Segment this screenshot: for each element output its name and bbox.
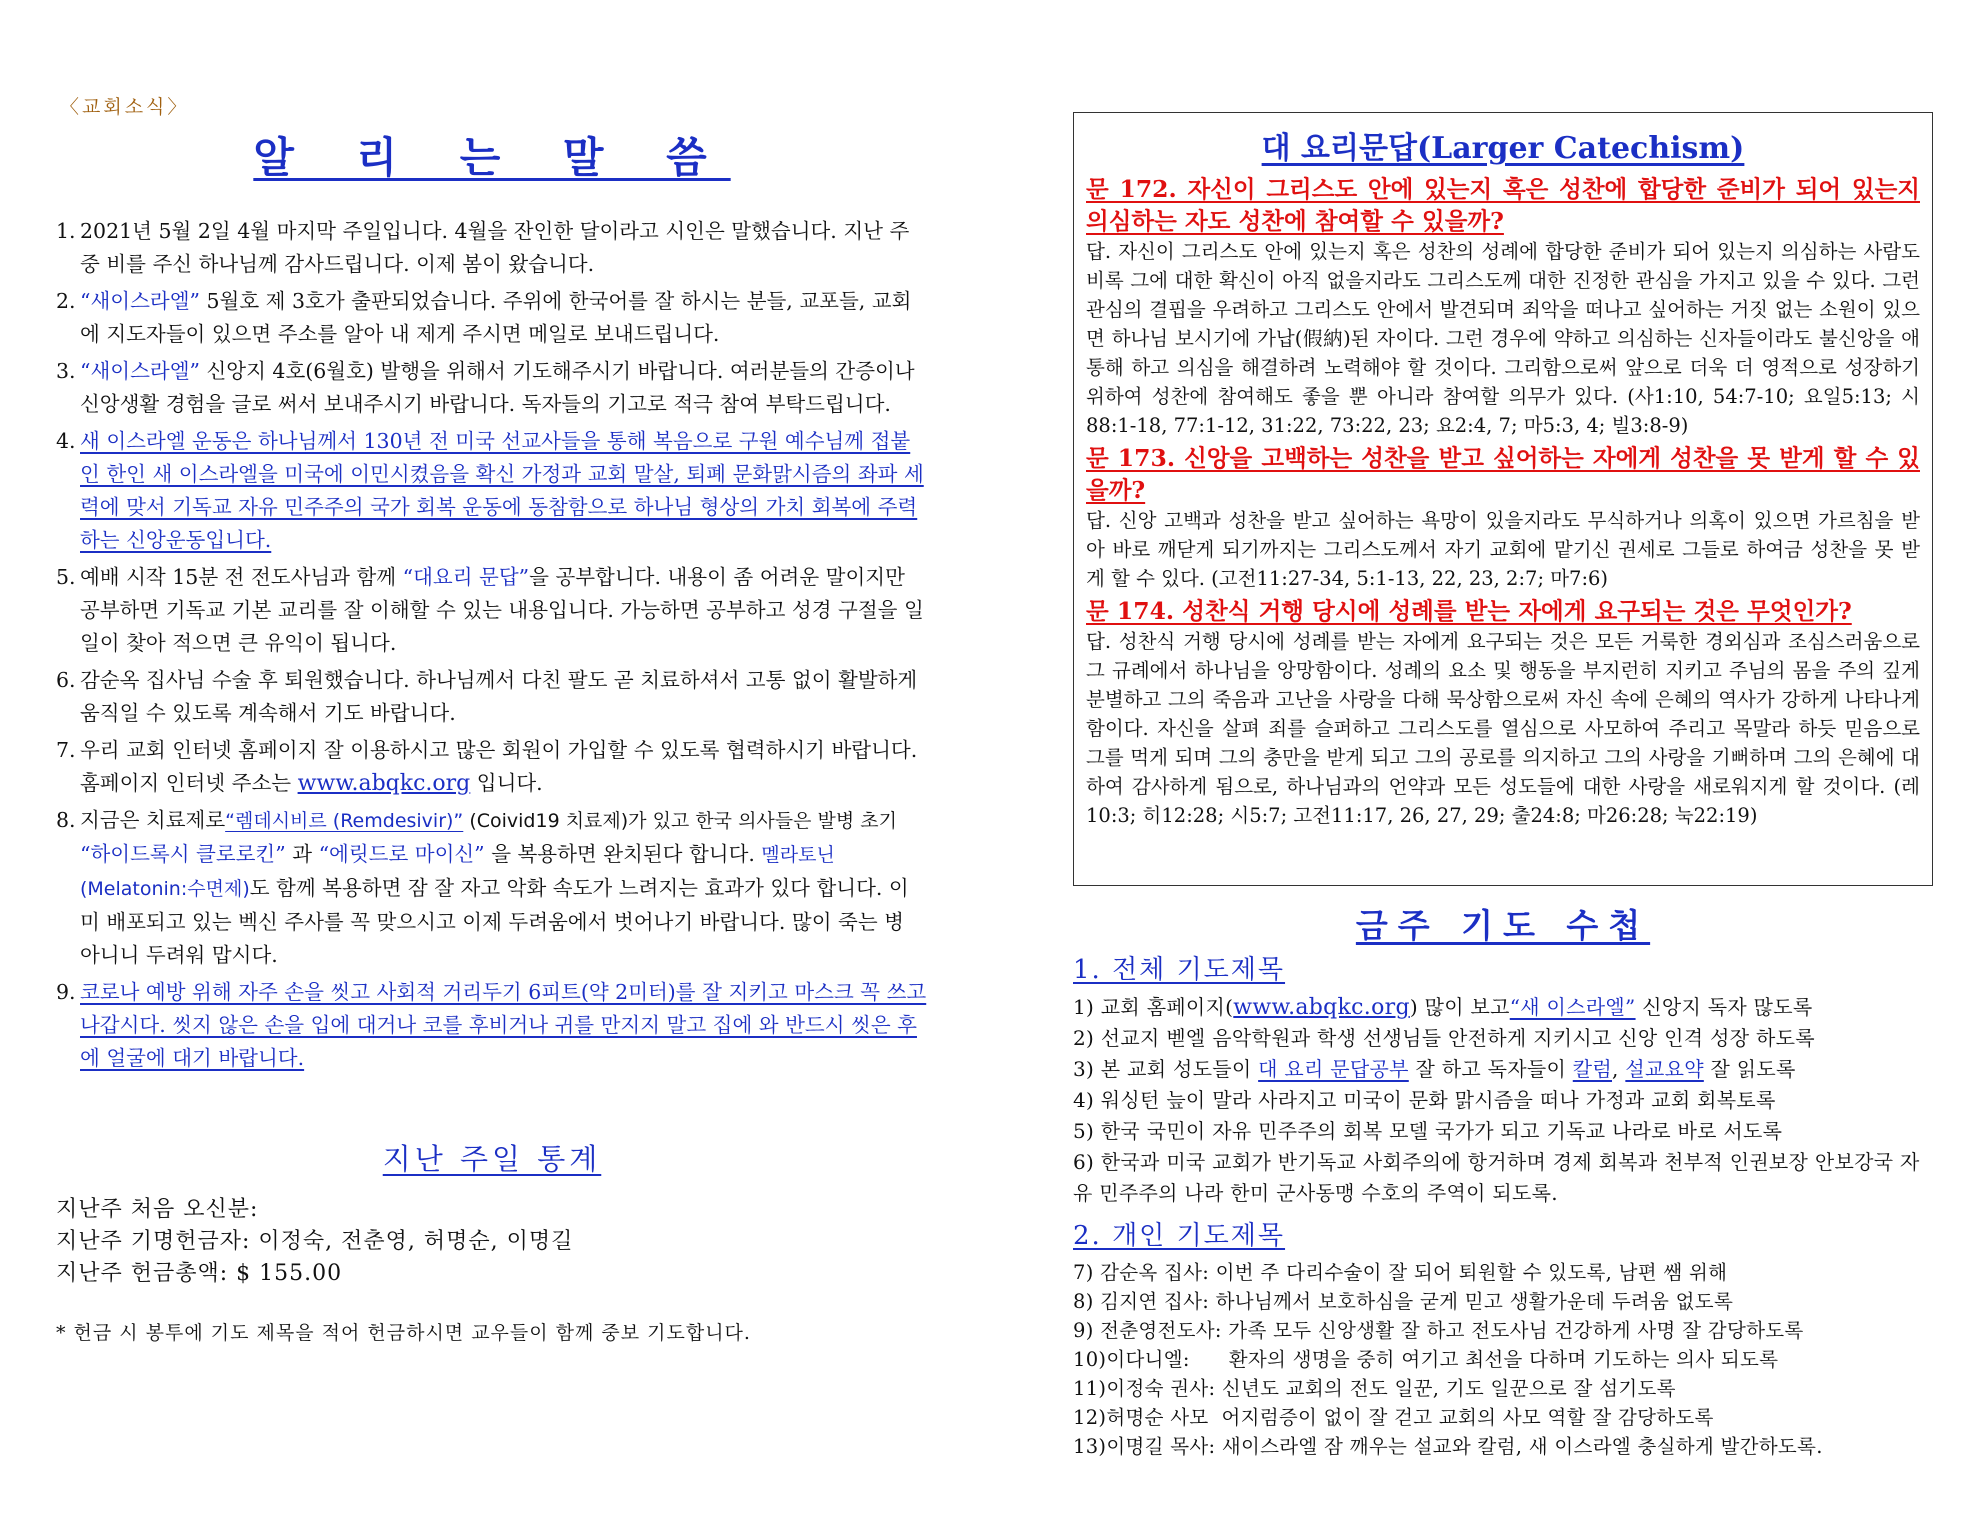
prayer-item: 8) 김지연 집사: 하나님께서 보호하심을 굳게 믿고 생활가운데 두려움 없도록 <box>1073 1290 1734 1313</box>
announcement-item: 7. 우리 교회 인터넷 홈페이지 잘 이용하시고 많은 회원이 가입할 수 있도록 협력하시기 바랍니다. 홈페이지 인터넷 주소는 www.abqkc.org 입니다. <box>56 738 918 796</box>
magazine-name: “새이스라엘” <box>80 359 200 383</box>
prayer-section-general: 1. 전체 기도제목 <box>1073 955 1286 985</box>
stats-title: 지난 주일 통계 <box>382 1142 602 1176</box>
offering-note: * 헌금 시 봉투에 기도 제목을 적어 헌금하시면 교우들이 함께 중보 기도합니다. <box>56 1322 751 1344</box>
announcement-item: 4. 새 이스라엘 운동은 하나님께서 130년 전 미국 선교사들을 통해 복음으로 구원 예수님께 접붙인 한인 새 이스라엘을 미국에 이민시켰음을 확신 가정과 교회 말살, 퇴폐 문화맑시즘의 좌파 세력에 맞서 기독교 자유 민주주의 국가 회복 운동에 동참함으로 하나님 형상의 가치 회복에 주력하는 신앙운동입니다. <box>56 429 924 552</box>
section-tag: 〈교회소식〉 <box>60 96 190 118</box>
catechism-title: 대 요리문답(Larger Catechism) <box>1261 131 1745 166</box>
prayer-item: 6) 한국과 미국 교회가 반기독교 사회주의에 항거하며 경제 회복과 천부적 인권보장 안보강국 자유 민주주의 나라 한미 군사동맹 수호의 주역이 되도록. <box>1073 1150 1920 1205</box>
page-title: 알 리 는 말 씀 <box>253 133 731 182</box>
announcement-item: 9. 코로나 예방 위해 자주 손을 씻고 사회적 거리두기 6피트(약 2미터)를 잘 지키고 마스크 꼭 쓰고 나갑시다. 씻지 않은 손을 입에 대거나 코를 후비거나 귀를 만지지 말고 집에 와 반드시 씻은 후에 얼굴에 대기 바랍니다. <box>56 980 927 1070</box>
catechism-answer: 답. 자신이 그리스도 안에 있는지 혹은 성찬의 성례에 합당한 준비가 되어 있는지 의심하는 사람도 비록 그에 대한 확신이 아직 없을지라도 그리스도께 대한 진정한 관심을 가지고 있을 수 있다. 그런 관심의 결핍을 우려하고 그리스도 안에서 발견되며 죄악을 떠나고 싶어하는 거짓 없는 소원이 있으면 하나님 보시기에 가납(假納)된 자이다. 그런 경우에 약하고 의심하는 신자들이라도 불신앙을 애통해 하고 의심을 해결하려 노력해야 할 것이다. 그리함으로써 앞으로 더욱 더 영적으로 성장하기 위하여 성찬에 참여해도 좋을 뿐 아니라 참여할 의무가 있다. (사1:10, 54:7-10; 요일5:13; 시88:1-18, 77:1-12, 31:22, 73:22, 23; 요2:4, 7; 마5:3, 4; 빌3:8-9) <box>1086 240 1920 437</box>
prayer-item: 2) 선교지 벧엘 음악학원과 학생 선생님들 안전하게 지키시고 신앙 인격 성장 하도록 <box>1073 1026 1815 1050</box>
catechism-question: 문 172. 자신이 그리스도 안에 있는지 혹은 성찬에 합당한 준비가 되어 있는지 의심하는 자도 성찬에 참여할 수 있을까? <box>1086 175 1920 235</box>
catechism-question: 문 173. 신앙을 고백하는 성찬을 받고 싶어하는 자에게 성찬을 못 받게 할 수 있을까? <box>1086 444 1920 504</box>
prayer-item: 12)허명순 사모 어지럼증이 없이 잘 걷고 교회의 사모 역할 잘 감당하도록 <box>1073 1406 1714 1429</box>
announcement-item: 6. 감순옥 집사님 수술 후 퇴원했습니다. 하나님께서 다친 팔도 곧 치료하셔서 고통 없이 활발하게 움직일 수 있도록 계속해서 기도 바랍니다. <box>56 668 918 725</box>
right-column <box>1073 112 1933 1461</box>
announcement-item: 2. “새이스라엘” 5월호 제 3호가 출판되었습니다. 주위에 한국어를 잘 하시는 분들, 교포들, 교회에 지도자들이 있으면 주소를 알아 내 제게 주시면 메일로 보내드립니다. <box>56 289 912 346</box>
announcement-item: 5. 예배 시작 15분 전 전도사님과 함께 “대요리 문답”을 공부합니다. 내용이 좀 어려운 말이지만 공부하면 기독교 기본 교리를 잘 이해할 수 있는 내용입니다. 가능하면 공부하고 성경 구절을 일일이 찾아 적으면 큰 유익이 됩니다. <box>56 565 924 655</box>
announcement-item: 8. 지금은 치료제로“렘데시비르 (Remdesivir)” (Coivid19 치료제)가 있고 한국 의사들은 발병 초기 “하이드록시 클로로킨” 과 “에릿드로 마이신” 을 복용하면 완치된다 합니다. 멜라토닌(Melatonin:수면제)도 함께 복용하면 잠 잘 자고 악화 속도가 느려지는 효과가 있다 합니다. 이미 배포되고 있는 벡신 주사를 꼭 맞으시고 이제 두려움에서 벗어나기 바랍니다. 많이 죽는 병 아니니 두려워 맙시다. <box>56 808 909 967</box>
prayer-section-personal: 2. 개인 기도제목 <box>1073 1221 1286 1251</box>
catechism-box <box>1073 112 1933 886</box>
catechism-question: 문 174. 성찬식 거행 당시에 성례를 받는 자에게 요구되는 것은 무엇인가? <box>1086 597 1852 625</box>
prayer-item: 1) 교회 홈페이지(www.abqkc.org) 많이 보고“새 이스라엘” 신앙지 독자 많도록 <box>1073 995 1813 1020</box>
homepage-link[interactable]: www.abqkc.org <box>1233 995 1410 1020</box>
catechism-answer: 답. 신앙 고백과 성찬을 받고 싶어하는 욕망이 있을지라도 무식하거나 의혹이 있으면 가르침을 받아 바로 깨닫게 되기까지는 그리스도께서 자기 교회에 맡기신 권세로 그들로 하여금 성찬을 못 받게 할 수 있다. (고전11:27-34, 5:1-13, 22, 23, 2:7; 마7:6) <box>1086 509 1920 590</box>
stats-offering-total: 지난주 헌금총액: $ 155.00 <box>56 1261 343 1286</box>
prayer-item: 5) 한국 국민이 자유 민주주의 회복 모델 국가가 되고 기독교 나라로 바로 서도록 <box>1073 1119 1783 1143</box>
magazine-name: “새이스라엘” <box>80 289 200 313</box>
announcement-item: 1. 2021년 5월 2일 4월 마지막 주일입니다. 4월을 잔인한 달이라고 시인은 말했습니다. 지난 주중 비를 주신 하나님께 감사드립니다. 이제 봄이 왔습니다. <box>56 219 910 276</box>
prayer-item: 9) 전춘영전도사: 가족 모두 신앙생활 잘 하고 전도사님 건강하게 사명 잘 감당하도록 <box>1073 1319 1804 1342</box>
stats-named-donors: 지난주 기명헌금자: 이정숙, 전춘영, 허명순, 이명길 <box>56 1229 574 1254</box>
prayer-item: 13)이명길 목사: 새이스라엘 잠 깨우는 설교와 칼럼, 새 이스라엘 충실하게 발간하도록. <box>1073 1435 1823 1458</box>
prayer-item: 10)이다니엘: 환자의 생명을 중히 여기고 최선을 다하며 기도하는 의사 되도록 <box>1073 1348 1779 1371</box>
prayer-item: 4) 워싱턴 늪이 말라 사라지고 미국이 문화 맑시즘을 떠나 가정과 교회 회복토록 <box>1073 1088 1776 1112</box>
catechism-answer: 답. 성찬식 거행 당시에 성례를 받는 자에게 요구되는 것은 모든 거룩한 경외심과 조심스러움으로 그 규례에서 하나님을 앙망함이다. 성례의 요소 및 행동을 부지런히 지키고 주님의 몸을 주의 깊게 분별하고 그의 죽음과 고난을 사랑을 다해 묵상함으로써 자신 속에 은혜의 역사가 강하게 나타나게 함이다. 자신을 살펴 죄를 슬퍼하고 그리스도를 열심으로 사모하여 주리고 목말라 하듯 믿음으로 그를 먹게 되며 그의 충만을 받게 되고 그의 공로를 의지하고 그의 사랑을 기뻐하며 그의 은혜에 대하여 감사하게 됨으로, 하나님과의 언약과 모든 성도들에 대한 사랑을 새로워지게 할 것이다. (레10:3; 히12:28; 시5:7; 고전11:17, 26, 27, 29; 출24:8; 마26:28; 눅22:19) <box>1086 630 1920 827</box>
announcement-item: 3. “새이스라엘” 신앙지 4호(6월호) 발행을 위해서 기도해주시기 바랍니다. 여러분들의 간증이나 신앙생활 경험을 글로 써서 보내주시기 바랍니다. 독자들의 기고로 적극 참여 부탁드립니다. <box>56 359 915 416</box>
announcements-column <box>56 92 928 1345</box>
prayer-item: 11)이정숙 권사: 신년도 교회의 전도 일꾼, 기도 일꾼으로 잘 섬기도록 <box>1073 1377 1676 1400</box>
movement-statement: 새 이스라엘 운동은 하나님께서 130년 전 미국 선교사들을 통해 복음으로 구원 예수님께 접붙인 한인 새 이스라엘을 미국에 이민시켰음을 확신 가정과 교회 말살, 퇴폐 문화맑시즘의 좌파 세력에 맞서 기독교 자유 민주주의 국가 회복 운동에 동참함으로 하나님 형상의 가치 회복에 주력하는 신앙운동입니다. <box>80 429 924 552</box>
stats-first-visitors: 지난주 처음 오신분: <box>56 1197 259 1222</box>
prayer-title: 금주 기도 수첩 <box>1355 906 1651 945</box>
covid-notice: 코로나 예방 위해 자주 손을 씻고 사회적 거리두기 6피트(약 2미터)를 잘 지키고 마스크 꼭 쓰고 나갑시다. 씻지 않은 손을 입에 대거나 코를 후비거나 귀를 만지지 말고 집에 와 반드시 씻은 후에 얼굴에 대기 바랍니다. <box>80 980 927 1070</box>
prayer-item: 7) 감순옥 집사: 이번 주 다리수술이 잘 되어 퇴원할 수 있도록, 남편 쌤 위해 <box>1073 1261 1728 1284</box>
homepage-link[interactable]: www.abqkc.org <box>297 771 471 796</box>
prayer-item: 3) 본 교회 성도들이 대 요리 문답공부 잘 하고 독자들이 칼럼, 설교요약 잘 읽도록 <box>1073 1057 1796 1081</box>
